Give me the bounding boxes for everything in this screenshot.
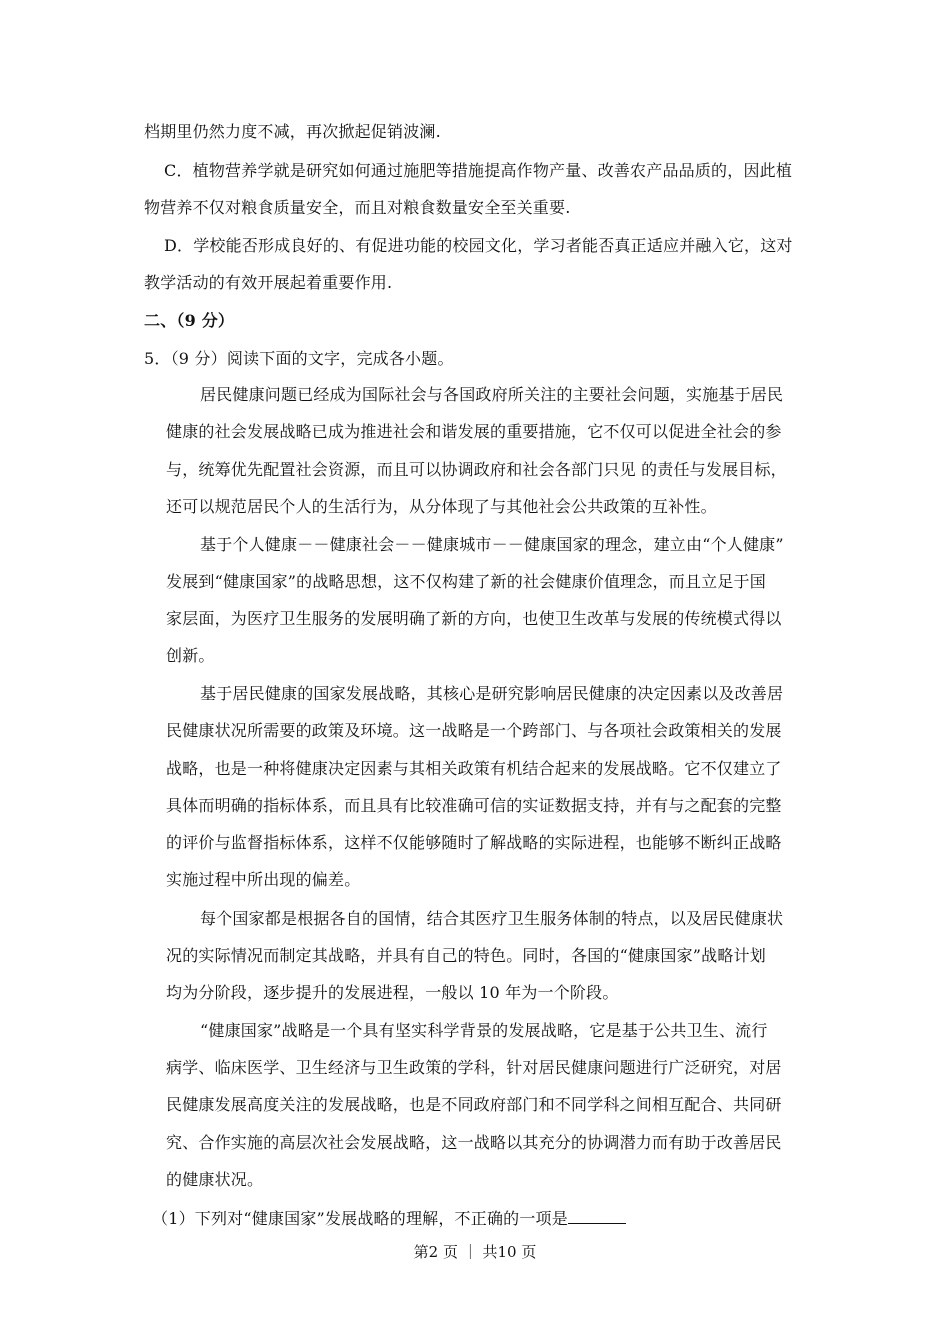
passage-p3-line: 的评价与监督指标体系，这样不仅能够随时了解战略的实际进程，也能够不断纠正战略 <box>166 833 782 852</box>
section-heading: 二、（9 分） <box>144 311 235 330</box>
passage-p4-line: 每个国家都是根据各自的国情，结合其医疗卫生服务体制的特点，以及居民健康状 <box>200 909 784 928</box>
passage-p5-line: 究、合作实施的高层次社会发展战略，这一战略以其充分的协调潜力而有助于改善居民 <box>166 1133 782 1152</box>
passage-p3-line: 民健康状况所需要的政策及环境。这一战略是一个跨部门、与各项社会政策相关的发展 <box>166 721 782 740</box>
passage-p1-line: 与，统筹优先配置社会资源，而且可以协调政府和社会各部门只见 的责任与发展目标， <box>166 460 787 479</box>
passage-p1-line: 还可以规范居民个人的生活行为，从分体现了与其他社会公共政策的互补性。 <box>166 497 717 516</box>
passage-p1-line: 居民健康问题已经成为国际社会与各国政府所关注的主要社会问题，实施基于居民 <box>200 385 784 404</box>
option-d-line-1: D．学校能否形成良好的、有促进功能的校园文化，学习者能否真正适应并融入它，这对 <box>164 236 793 255</box>
sub-question-1 <box>152 1207 626 1230</box>
sub-question-1-text: （1）下列对“健康国家”发展战略的理解，不正确的一项是 <box>152 1209 568 1228</box>
passage-p5-line: 民健康发展高度关注的发展战略，也是不同政府部门和不同学科之间相互配合、共同研 <box>166 1095 782 1114</box>
passage-p5-line: 的健康状况。 <box>166 1170 264 1189</box>
passage-p4-line: 均为分阶段，逐步提升的发展进程，一般以 10 年为一个阶段。 <box>166 983 619 1002</box>
page-footer: 第2 页 ｜ 共10 页 <box>413 1243 537 1261</box>
option-c-line-1: C．植物营养学就是研究如何通过施肥等措施提高作物产量、改善农产品品质的，因此植 <box>164 161 793 180</box>
passage-p3-line: 具体而明确的指标体系，而且具有比较准确可信的实证数据支持，并有与之配套的完整 <box>166 796 782 815</box>
passage-p5-line: “健康国家”战略是一个具有坚实科学背景的发展战略，它是基于公共卫生、流行 <box>200 1021 768 1040</box>
passage-p2-line: 基于个人健康－－健康社会－－健康城市－－健康国家的理念，建立由“个人健康” <box>200 535 784 554</box>
answer-blank <box>568 1207 626 1224</box>
passage-p1-line: 健康的社会发展战略已成为推进社会和谐发展的重要措施，它不仅可以促进全社会的参 <box>166 422 782 441</box>
passage-p3-line: 实施过程中所出现的偏差。 <box>166 870 361 889</box>
question-intro: 5．（9 分）阅读下面的文字，完成各小题。 <box>144 349 454 368</box>
previous-option-continuation: 档期里仍然力度不减，再次掀起促销波澜. <box>144 122 441 141</box>
passage-p3-line: 战略，也是一种将健康决定因素与其相关政策有机结合起来的发展战略。它不仅建立了 <box>166 759 782 778</box>
passage-p5-line: 病学、临床医学、卫生经济与卫生政策的学科，针对居民健康问题进行广泛研究，对居 <box>166 1058 782 1077</box>
passage-p2-line: 家层面，为医疗卫生服务的发展明确了新的方向，也使卫生改革与发展的传统模式得以 <box>166 609 782 628</box>
passage-p2-line: 创新。 <box>166 646 215 665</box>
option-c-line-2: 物营养不仅对粮食质量安全，而且对粮食数量安全至关重要. <box>144 198 571 217</box>
passage-p3-line: 基于居民健康的国家发展战略，其核心是研究影响居民健康的决定因素以及改善居 <box>200 684 784 703</box>
option-d-line-2: 教学活动的有效开展起着重要作用. <box>144 273 393 292</box>
passage-p4-line: 况的实际情况而制定其战略，并具有自己的特色。同时，各国的“健康国家”战略计划 <box>166 946 766 965</box>
passage-p2-line: 发展到“健康国家”的战略思想，这不仅构建了新的社会健康价值理念，而且立足于国 <box>166 572 766 591</box>
